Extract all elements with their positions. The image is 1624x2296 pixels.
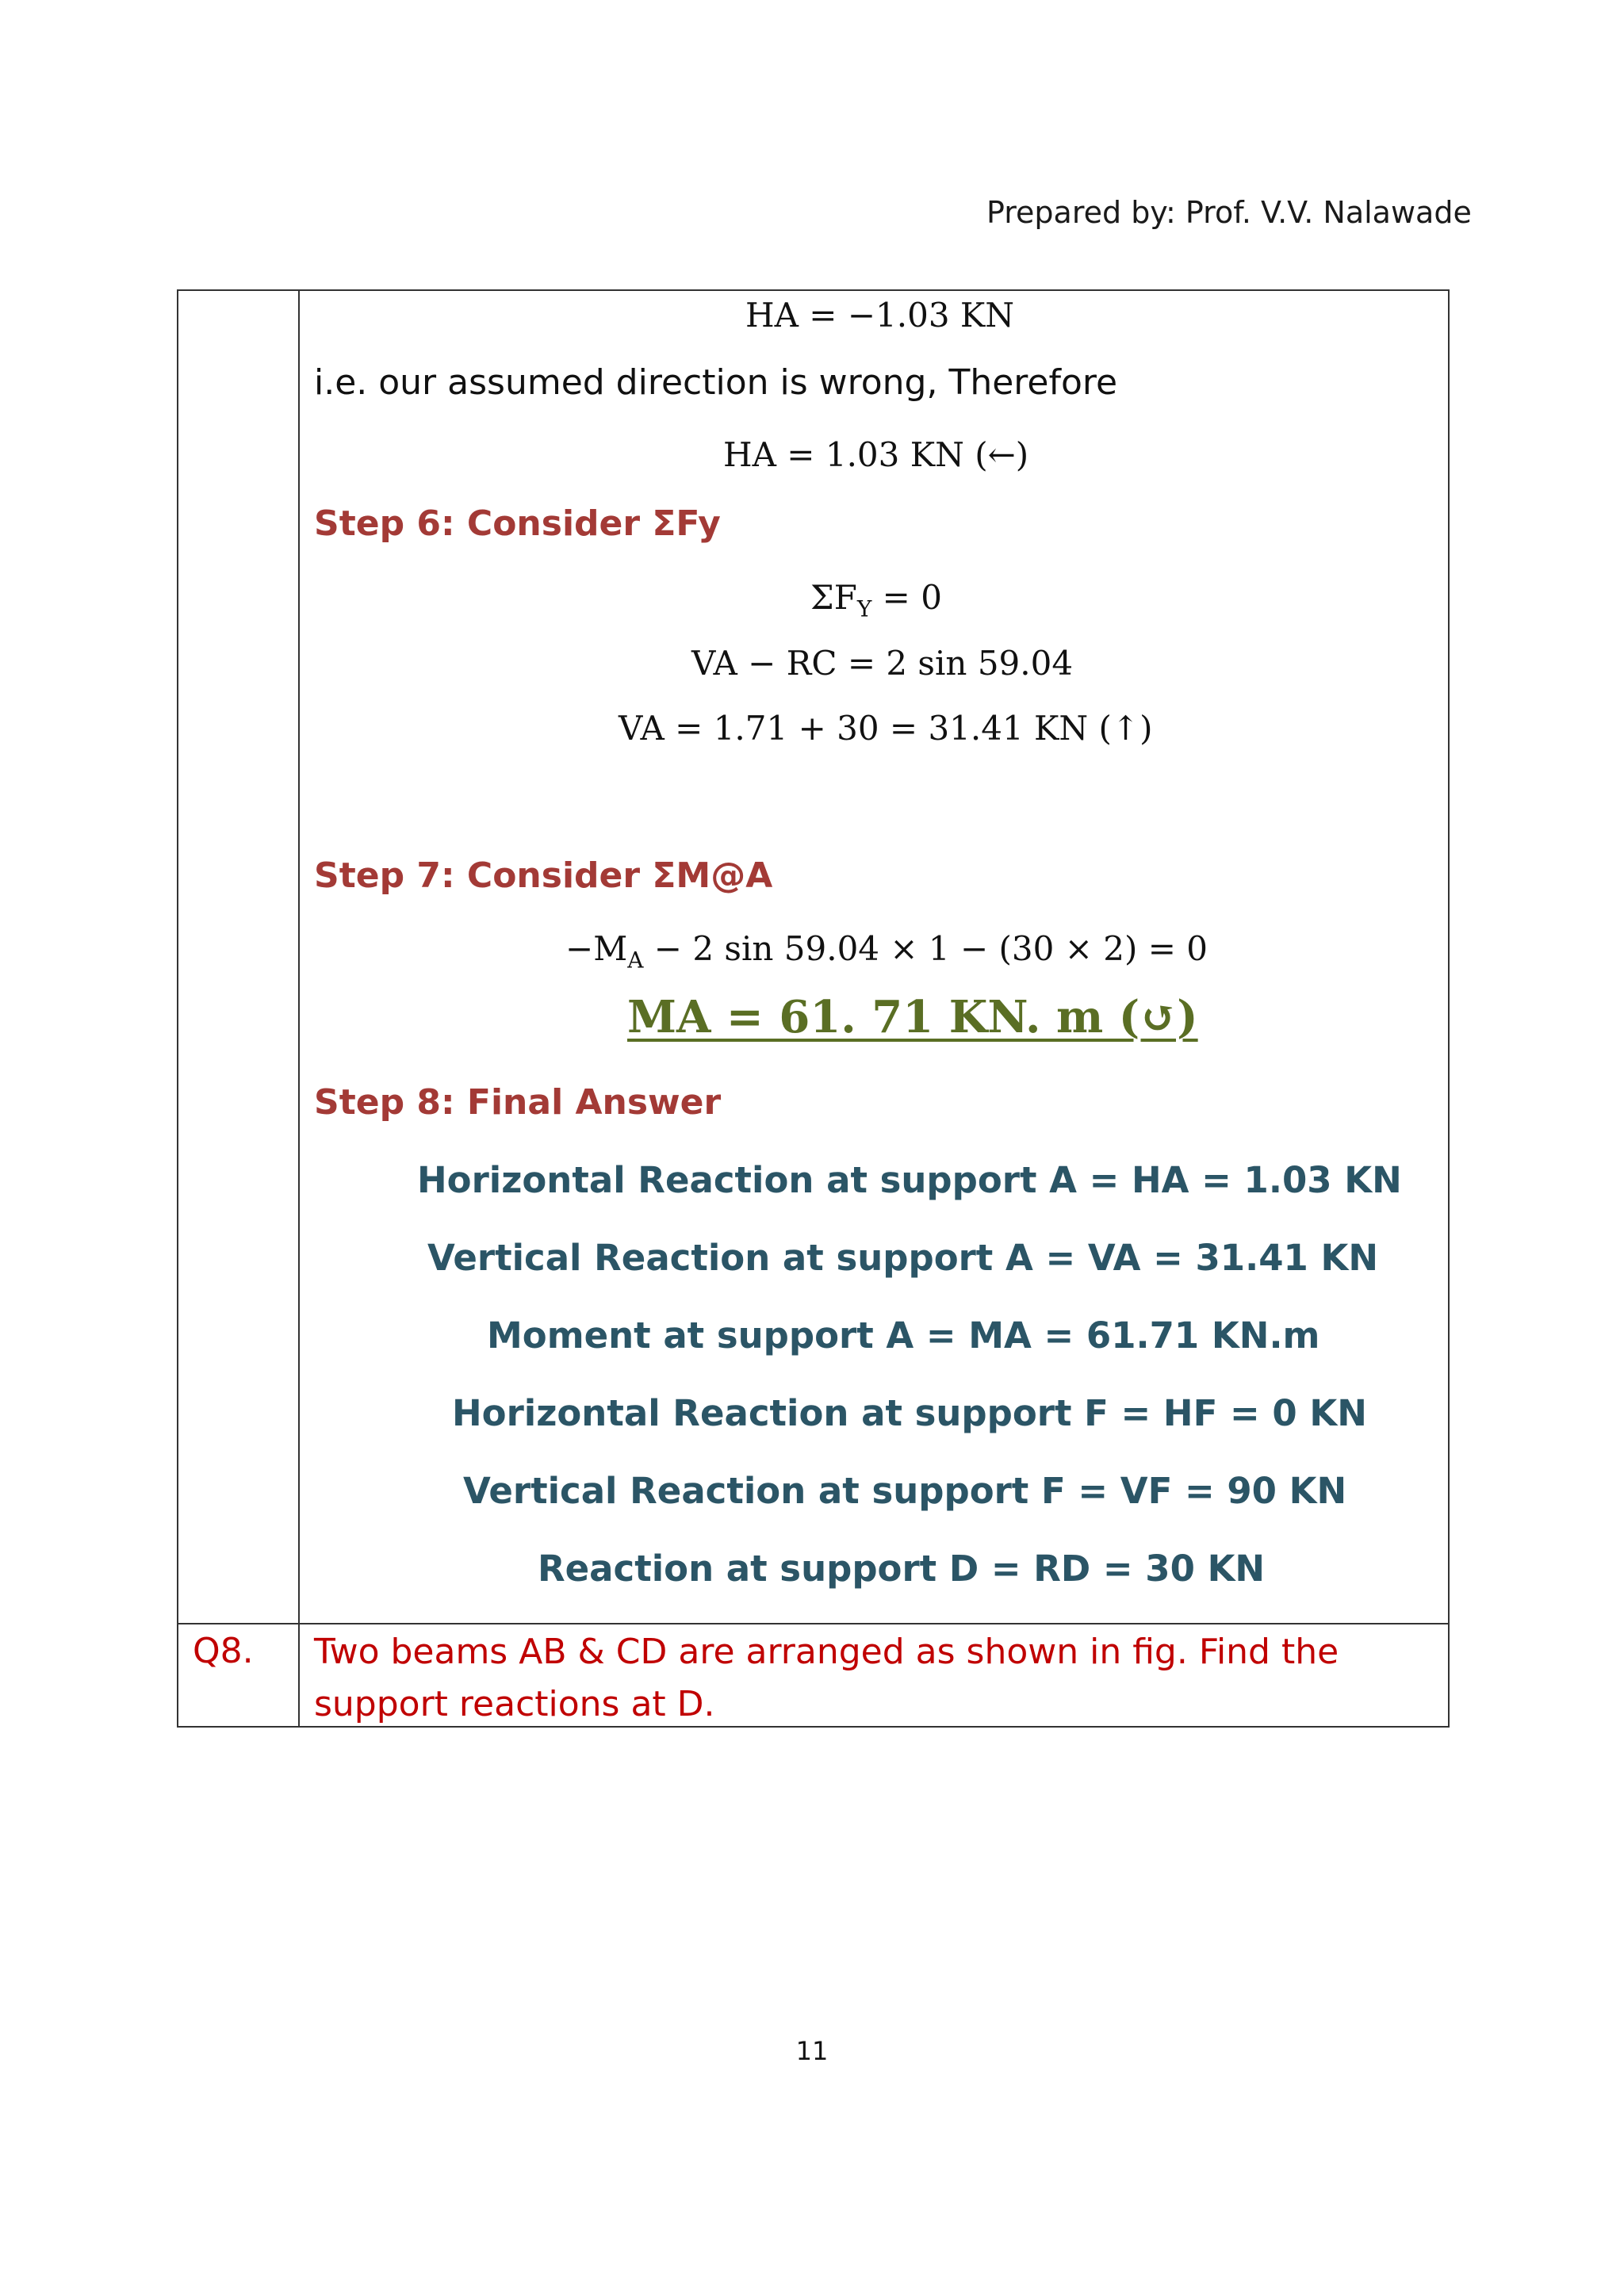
sum-fy-symbol: ΣF xyxy=(810,578,857,617)
question-text-line-1: Two beams AB & CD are arranged as shown in fig. Find the xyxy=(314,1632,1339,1672)
step-8-heading: Step 8: Final Answer xyxy=(314,1082,722,1123)
solution-table xyxy=(177,289,1450,1728)
answer-vertical-a: Vertical Reaction at support A = VA = 31.41 KN xyxy=(427,1237,1379,1279)
moment-eq-suffix: − 2 sin 59.04 × 1 − (30 × 2) = 0 xyxy=(643,929,1208,968)
moment-eq-prefix: −M xyxy=(565,929,628,968)
question-text xyxy=(314,1626,1339,1731)
ha-equation: HA = −1.03 KN xyxy=(745,296,1015,335)
sum-fy-rest: = 0 xyxy=(871,578,942,617)
prepared-by-header: Prepared by: Prof. V.V. Nalawade xyxy=(986,195,1472,230)
answer-reaction-d: Reaction at support D = RD = 30 KN xyxy=(538,1548,1266,1590)
page-number: 11 xyxy=(795,2036,829,2066)
step-6-heading: Step 6: Consider ΣFy xyxy=(314,503,721,544)
answer-moment-a: Moment at support A = MA = 61.71 KN.m xyxy=(487,1314,1320,1357)
sum-fy-subscript: Y xyxy=(856,595,872,622)
answer-horizontal-a: Horizontal Reaction at support A = HA = 1.03 KN xyxy=(417,1159,1402,1201)
sum-fy-equation xyxy=(810,578,942,622)
moment-eq-subscript: A xyxy=(627,947,644,974)
moment-equation xyxy=(565,929,1208,973)
va-rc-equation: VA − RC = 2 sin 59.04 xyxy=(691,644,1074,683)
ha-final-equation: HA = 1.03 KN (←) xyxy=(723,435,1029,474)
row-divider xyxy=(178,1623,1448,1624)
column-divider xyxy=(298,291,300,1726)
step-7-heading: Step 7: Consider ΣM@A xyxy=(314,855,773,896)
assumed-direction-text: i.e. our assumed direction is wrong, Therefore xyxy=(314,362,1118,403)
answer-horizontal-f: Horizontal Reaction at support F = HF = 0 KN xyxy=(452,1392,1367,1434)
va-final-equation: VA = 1.71 + 30 = 31.41 KN (↑) xyxy=(619,709,1153,748)
question-number: Q8. xyxy=(193,1631,254,1671)
ma-result: MA = 61. 71 KN. m (↺) xyxy=(627,991,1198,1043)
question-text-line-2: support reactions at D. xyxy=(314,1684,715,1724)
answer-vertical-f: Vertical Reaction at support F = VF = 90 KN xyxy=(463,1470,1347,1512)
